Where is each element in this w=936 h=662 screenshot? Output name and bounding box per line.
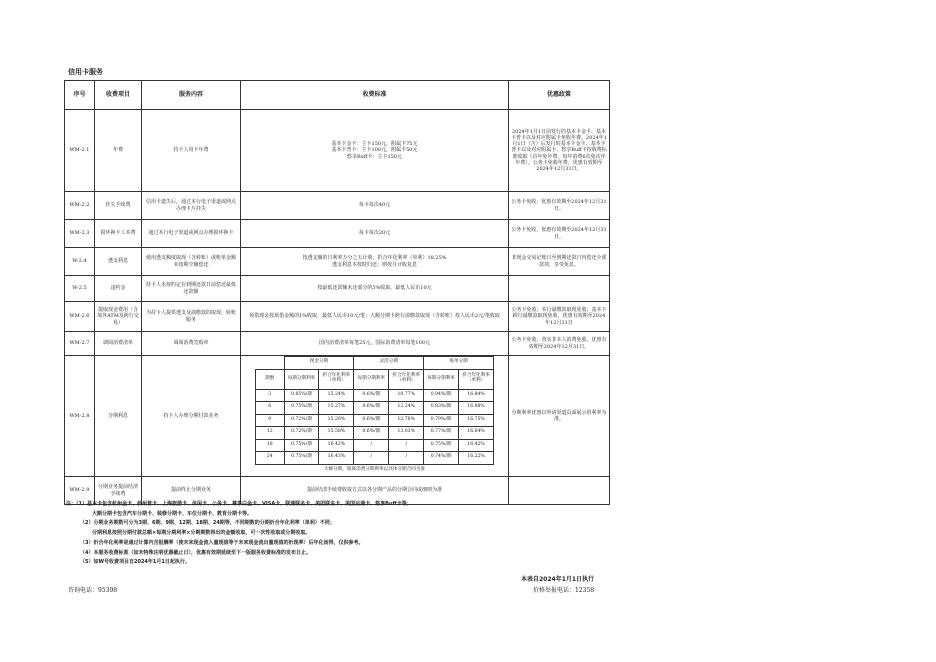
note-line: 注：（1）基本卡包含杭州金卡、杭州普卡、上海旅游卡、休闲卡、公务卡、尊享白金卡、VISA卡、联通联名卡、美团联名卡、美国运通卡、悠享Buff卡等； xyxy=(66,501,412,507)
period-cell: 18 xyxy=(256,439,285,452)
rate-cell: 0.6%/期 xyxy=(354,414,389,427)
table-row xyxy=(65,110,610,192)
group-bill: 账单分期 xyxy=(424,357,494,370)
row-item: 调阅消费清单 xyxy=(95,332,142,356)
row-standard: 每卡每次40元 xyxy=(241,192,509,220)
row-content: 为持卡人提供透支及溢缴款的取现、转账服务 xyxy=(142,302,241,332)
page-title: 信用卡服务 xyxy=(68,68,103,76)
rate-cell: 15.58% xyxy=(319,427,354,440)
installment-row xyxy=(256,452,494,465)
rate-cell: 0.75%/期 xyxy=(284,402,319,415)
rate-cell: / xyxy=(354,439,389,452)
note-line: （2）分期业务期数可分为3期、6期、9期、12期、18期、24期等，不同期数的分期折合年化利率（单利）不同； xyxy=(80,520,335,527)
installment-row xyxy=(256,389,494,402)
header-no: 序号 xyxy=(65,81,95,110)
period-cell: 24 xyxy=(256,452,285,465)
rate-cell: 15.29% xyxy=(319,414,354,427)
period-cell: 9 xyxy=(256,414,285,427)
rate-cell: 16.42% xyxy=(459,439,494,452)
period-cell: 12 xyxy=(256,427,285,440)
row-item: 挂失手续费 xyxy=(95,192,142,220)
row-standard: 基本卡金卡：主卡150元，附属卡75元 基本卡普卡：主卡100元，附属卡50元 悠享Buff卡：主卡150元 xyxy=(241,110,509,192)
notes xyxy=(66,500,412,568)
note-line: 大额分期卡包含汽车分期卡、装修分期卡、车位分期卡、教育分期卡等。 xyxy=(92,510,253,517)
installment-label-row xyxy=(256,369,494,389)
note-line: （4）本服务收费标准（如未特殊注明优惠截止日），优惠有效期延续至下一版服务收费标准的发布日止。 xyxy=(80,549,311,556)
table-row xyxy=(65,332,610,356)
row-standard: 提前结清手续费收取方式以各分期产品的分期合同或细则为准 xyxy=(241,477,509,505)
rate-cell: / xyxy=(389,439,424,452)
row-content: 调阅消费签购单 xyxy=(142,332,241,356)
row-no: WM-2.8 xyxy=(65,356,95,477)
installment-row xyxy=(256,439,494,452)
installment-footnote: 大额分期、银联消费分期利率以具体分期合同为准 xyxy=(323,466,426,472)
installment-table xyxy=(255,356,494,476)
note-line: （3）折合年化利率是通过计算内含报酬率（使未来现金流入量现值等于未来现金流出量现值的折现率）后年化而得，仅供参考。 xyxy=(80,539,364,546)
row-item: 提取现金费用（含境外ATM及跨行交易） xyxy=(95,302,142,332)
rate-cell: 0.72%/期 xyxy=(284,414,319,427)
row-content: 持卡人用卡年费 xyxy=(142,110,241,192)
rate-cell: 12.24% xyxy=(389,402,424,415)
rate-cell: 0.83%/期 xyxy=(424,402,459,415)
row-content: 信用卡遗失后，通过本行电子渠道或网点办理卡片挂失 xyxy=(142,192,241,220)
period-cell: 3 xyxy=(256,389,285,402)
rate-cell: 0.6%/期 xyxy=(354,389,389,402)
col-label: 折合年化利率（单利） xyxy=(319,369,354,389)
row-policy: 公务卡免收；本行溢缴款取现免收；基本卡跨行溢缴款取现免收，优惠有效期至2024年12月31日 xyxy=(509,302,610,332)
fee-table xyxy=(64,80,610,505)
table-row xyxy=(65,302,610,332)
group-flexible: 灵活分期 xyxy=(354,357,424,370)
rate-cell: 10.77% xyxy=(389,389,424,402)
table-row xyxy=(65,192,610,220)
installment-row xyxy=(256,414,494,427)
row-policy: 公务卡免收，优惠有效期至2024年12月31日。 xyxy=(509,220,610,248)
table-row xyxy=(65,356,610,477)
row-content: 持卡人办理分期付款业务 xyxy=(142,356,241,477)
row-no: WM-2.2 xyxy=(65,192,95,220)
row-standard: 每卡每次20元 xyxy=(241,220,509,248)
rate-cell: 16.64% xyxy=(459,427,494,440)
rate-cell: 16.22% xyxy=(459,452,494,465)
installment-row xyxy=(256,402,494,415)
row-content: 持卡人未按约定在到期还款日前偿还最低还款额 xyxy=(142,276,241,302)
period-cell: 6 xyxy=(256,402,285,415)
rate-cell: 16.84% xyxy=(459,389,494,402)
rate-cell: 0.75%/期 xyxy=(284,439,319,452)
row-policy xyxy=(509,477,610,505)
rate-cell: 12.78% xyxy=(389,414,424,427)
rate-cell: / xyxy=(389,452,424,465)
header-policy: 优惠政策 xyxy=(509,81,610,110)
row-no: W-2.4 xyxy=(65,248,95,276)
period-label: 期数 xyxy=(256,369,285,389)
rate-cell: 16.88% xyxy=(459,402,494,415)
col-label: 折合年化利率（单利） xyxy=(389,369,424,389)
installment-group-row xyxy=(256,357,494,370)
row-item: 损坏换卡工本费 xyxy=(95,220,142,248)
rate-cell: 0.74%/期 xyxy=(424,452,459,465)
rate-cell: 0.75%/期 xyxy=(284,452,319,465)
col-label: 每期分期利率 xyxy=(284,369,319,389)
table-row xyxy=(65,220,610,248)
row-content: 使用透支额度取现（含转账）或账单金额未按期全额偿还 xyxy=(142,248,241,276)
row-item: 透支利息 xyxy=(95,248,142,276)
row-policy: 分期利率优惠以申请渠道页面展示的利率为准。 xyxy=(509,356,610,477)
header-item: 收费项目 xyxy=(95,81,142,110)
rate-cell: 0.6%/期 xyxy=(354,402,389,415)
installment-cell xyxy=(241,356,509,477)
table-row xyxy=(65,276,610,302)
installment-row xyxy=(256,427,494,440)
row-content: 通过本行电子渠道或网点办理损坏换卡 xyxy=(142,220,241,248)
row-no: WM-2.3 xyxy=(65,220,95,248)
rate-cell: 15.24% xyxy=(319,389,354,402)
rate-cell: 0.79%/期 xyxy=(424,414,459,427)
row-no: WM-2.9 xyxy=(65,477,95,505)
installment-footnote-row xyxy=(256,464,494,476)
row-standard: 按最低还款额未还部分的5%收取，最低人民币10元 xyxy=(241,276,509,302)
rate-cell: 0.72%/期 xyxy=(284,427,319,440)
rate-cell: / xyxy=(354,452,389,465)
col-label: 折合年化利率（单利） xyxy=(459,369,494,389)
row-no: W-2.5 xyxy=(65,276,95,302)
rate-cell: 16.42% xyxy=(319,439,354,452)
row-item: 分期业务提前结清手续费 xyxy=(95,477,142,505)
row-policy: 公务卡免收，查实非本人消费免收，优惠有效期至2024年12月31日。 xyxy=(509,332,610,356)
row-standard: 按透支额的日利率万分之五计收，折合年化利率（单利）18.25% 透支利息本按时归还；则按月计收复息 xyxy=(241,248,509,276)
note-line: （5）如W号收费项目自2024年1月1日起执行。 xyxy=(80,559,190,566)
rate-cell: 13.03% xyxy=(389,427,424,440)
row-policy xyxy=(509,276,610,302)
rate-cell: 0.6%/期 xyxy=(354,427,389,440)
table-row xyxy=(65,248,610,276)
rate-cell: 16.43% xyxy=(319,452,354,465)
col-label: 每期分期利率 xyxy=(354,369,389,389)
rate-cell: 0.85%/期 xyxy=(284,389,319,402)
row-standard: 预借现金按预借金额的1%收取，最低人民币10元/笔；大额分期卡跨行溢缴款取现（含转账）按人民币2元/笔收取 xyxy=(241,302,509,332)
row-no: WM-2.6 xyxy=(65,302,95,332)
header-content: 服务内容 xyxy=(142,81,241,110)
row-item: 违约金 xyxy=(95,276,142,302)
note-line: 分期利息按照分期付款总额×每期分期利率×分期期数得出的金额收取，可一次性收取或分期收取。 xyxy=(92,530,311,537)
rate-cell: 15.27% xyxy=(319,402,354,415)
row-item: 分期利息 xyxy=(95,356,142,477)
row-no: WM-2.1 xyxy=(65,110,95,192)
col-label: 每期分期利率 xyxy=(424,369,459,389)
row-policy: 2024年1月1日前发行的基本卡金卡、基本卡普卡以及对应附属卡免收年费。2024年1月1日（含）后发行的基本卡金卡、基本卡普卡以及对应附属卡、悠享Buff卡按收费标准收取（首年免年费，每年消费6次免次年年费）。公务卡免收年费，优惠有效期至2024年12月31日。 xyxy=(509,110,610,192)
rate-cell: 0.75%/期 xyxy=(424,439,459,452)
consult-phone: 咨询电话：95398 xyxy=(68,587,118,594)
rate-cell: 16.75% xyxy=(459,414,494,427)
row-policy: 非现金交易记账日至到期还款日内偿还全部款项，享受免息。 xyxy=(509,248,610,276)
row-item: 年费 xyxy=(95,110,142,192)
effective-date: 本表自2024年1月1日执行 xyxy=(521,576,595,583)
row-standard: 国内消费清单每笔25元，国际消费清单每笔100元 xyxy=(241,332,509,356)
rate-cell: 0.94%/期 xyxy=(424,389,459,402)
row-content: 提前终止分期业务 xyxy=(142,477,241,505)
rate-cell: 0.77%/期 xyxy=(424,427,459,440)
row-policy: 公务卡免收，优惠有效期至2024年12月31日。 xyxy=(509,192,610,220)
row-no: WM-2.7 xyxy=(65,332,95,356)
group-cash: 现金分期 xyxy=(284,357,354,370)
report-phone: 价格举报电话：12358 xyxy=(533,587,595,594)
header-standard: 收费标准 xyxy=(241,81,509,110)
table-header-row xyxy=(65,81,610,110)
